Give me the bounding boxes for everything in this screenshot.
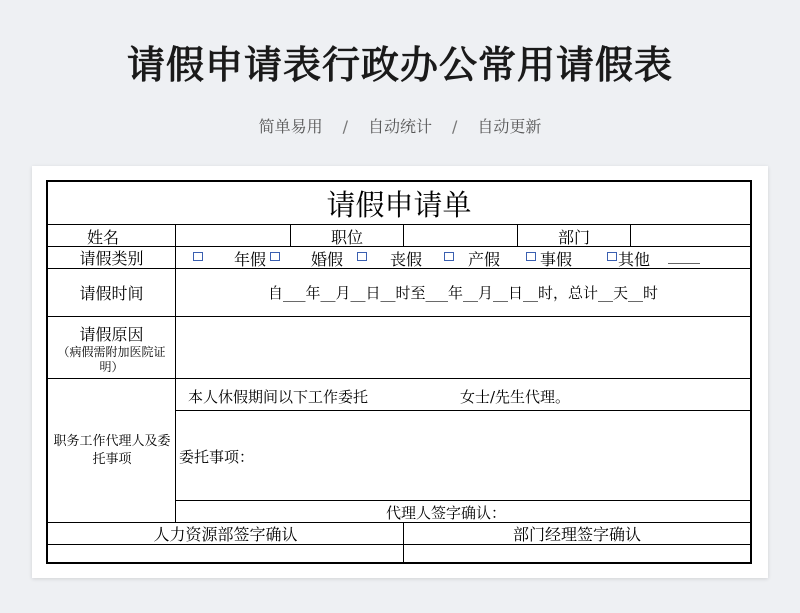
tag-auto-stat: 自动统计 xyxy=(367,117,432,136)
leave-reason-cell xyxy=(48,318,175,378)
manager-sign-field[interactable] xyxy=(404,545,750,564)
matters-field[interactable] xyxy=(176,411,750,500)
leave-time-value[interactable]: 自___年__月__日__时至___年__月__日__时，总计__天__时 xyxy=(267,284,658,302)
row-divider xyxy=(48,316,750,317)
agent-line1-suffix: 女士/先生代理。 xyxy=(460,388,571,406)
option-other: 其他 xyxy=(618,250,651,269)
checkbox-personal[interactable] xyxy=(526,252,536,261)
other-blank[interactable]: ____ xyxy=(668,245,700,264)
checkbox-other[interactable] xyxy=(607,252,617,261)
tag-easy: 简单易用 xyxy=(258,117,323,136)
checkbox-annual[interactable] xyxy=(193,252,203,261)
form-title: 请假申请单 xyxy=(326,187,472,222)
leave-type-label: 请假类别 xyxy=(79,249,144,268)
separator: / xyxy=(452,117,458,136)
position-field[interactable] xyxy=(404,226,516,246)
page-title: 请假申请表行政办公常用请假表 xyxy=(126,43,673,87)
tag-auto-update: 自动更新 xyxy=(477,117,542,136)
option-maternity: 产假 xyxy=(468,250,501,269)
row-divider xyxy=(48,224,750,225)
leave-time-label: 请假时间 xyxy=(79,284,144,303)
checkbox-maternity[interactable] xyxy=(444,252,454,261)
name-label: 姓名 xyxy=(86,227,119,247)
leave-reason-field[interactable] xyxy=(176,318,750,378)
hr-sign-label: 人力资源部签字确认 xyxy=(153,525,298,544)
department-field[interactable] xyxy=(631,226,750,246)
row-divider xyxy=(175,500,750,501)
option-marriage: 婚假 xyxy=(311,250,344,269)
manager-sign-label: 部门经理签字确认 xyxy=(512,525,641,544)
hr-sign-field[interactable] xyxy=(48,545,403,564)
agent-line1-prefix: 本人休假期间以下工作委托 xyxy=(188,388,369,406)
department-label: 部门 xyxy=(557,227,590,247)
form-sheet xyxy=(32,166,768,578)
leave-reason-label: 请假原因 xyxy=(79,324,144,344)
checkbox-funeral[interactable] xyxy=(357,252,367,261)
option-funeral: 丧假 xyxy=(390,250,423,269)
checkbox-marriage[interactable] xyxy=(270,252,280,261)
separator: / xyxy=(342,117,348,136)
leave-reason-note: （病假需附加医院证明） xyxy=(57,344,166,374)
option-annual: 年假 xyxy=(234,250,267,269)
option-personal: 事假 xyxy=(540,250,573,269)
leave-form xyxy=(46,180,752,564)
row-divider xyxy=(48,378,750,379)
matters-label: 委托事项： xyxy=(179,448,255,466)
agent-label: 职务工作代理人及委托事项 xyxy=(53,434,171,467)
agent-sign-label: 代理人签字确认： xyxy=(386,504,507,522)
position-label: 职位 xyxy=(330,227,363,247)
subtitle xyxy=(0,114,800,137)
name-field[interactable] xyxy=(176,226,289,246)
